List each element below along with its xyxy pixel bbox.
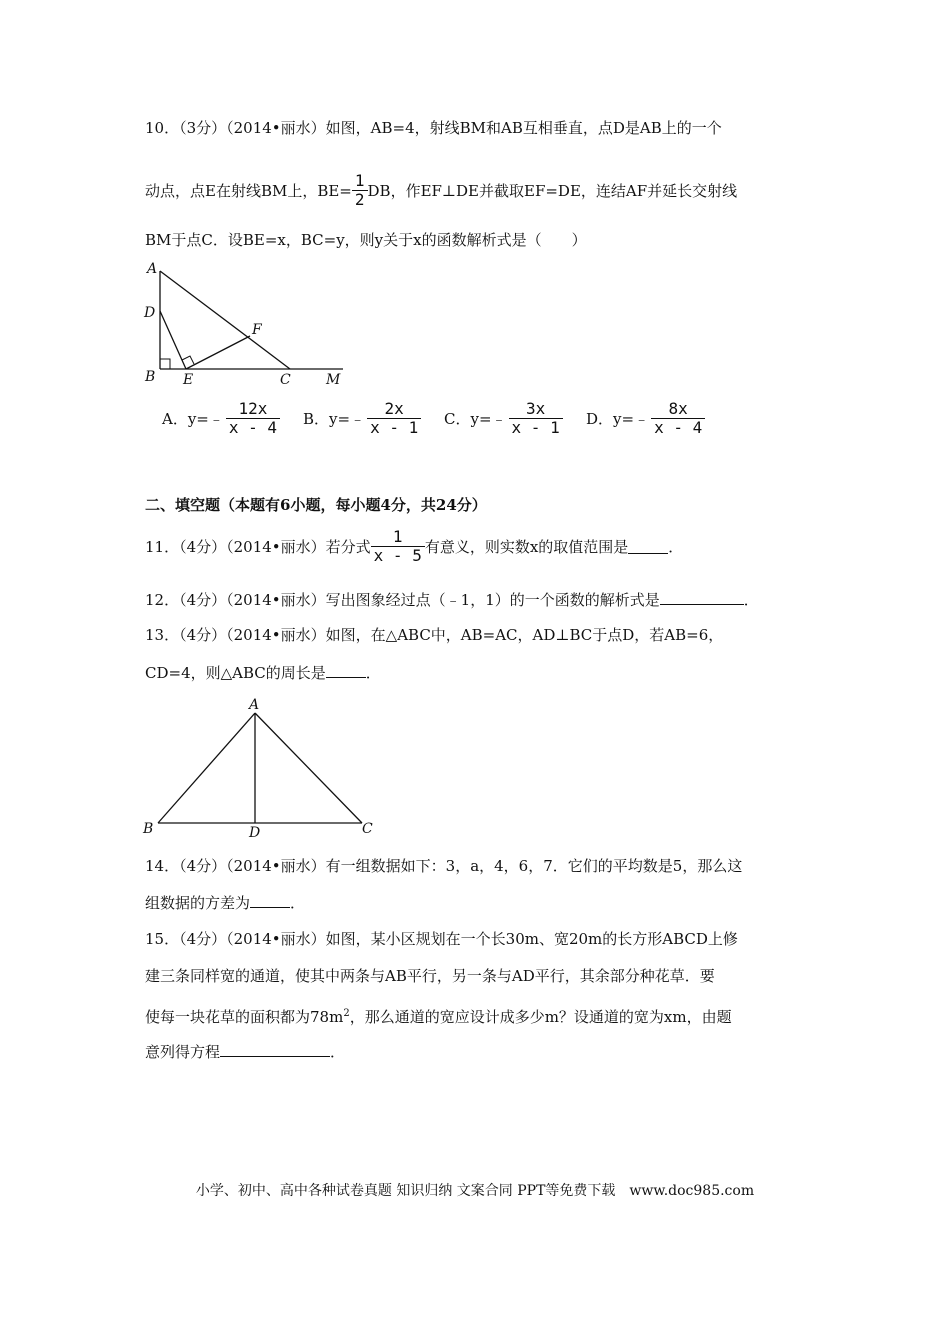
q13-figure (140, 695, 380, 845)
option-fraction (509, 400, 563, 437)
q10-option-c (444, 400, 565, 437)
q13-line-2-c: ． (365, 664, 381, 682)
q10-line-3: BM于点C．设BE=x，BC=y，则y关于x的函数解析式是（ ） (145, 231, 587, 249)
q12-a: 12．（4分）（2014•丽水）写出图象经过点（﹣1，1）的一个函数的解析式是 (145, 591, 660, 609)
fraction-denominator: x - 5 (371, 546, 425, 565)
fraction-denominator: 2 (352, 190, 368, 209)
q15-line-3-a: 使每一块花草的面积都为78m (145, 1008, 344, 1026)
answer-blank[interactable] (220, 1042, 330, 1057)
fraction-numerator: 2x (384, 399, 404, 418)
page-footer: 小学、初中、高中各种试卷真题 知识归纳 文案合同 PPT等免费下载 www.doc985.com (195, 1183, 755, 1199)
fraction-numerator: 12x (238, 399, 268, 418)
q14-line-2-c: ． (290, 894, 306, 912)
q11-fraction (371, 528, 425, 565)
fraction-denominator: x - 1 (509, 418, 563, 437)
option-prefix: A．y=﹣ (162, 410, 224, 428)
segment-de (160, 311, 186, 369)
option-fraction (651, 400, 705, 437)
q10-fraction (352, 172, 368, 209)
label-e: E (183, 372, 194, 388)
right-angle-b (160, 359, 170, 369)
fraction-denominator: x - 4 (226, 418, 280, 437)
superscript: 2 (343, 1008, 350, 1019)
q14-line-1: 14．（4分）（2014•丽水）有一组数据如下：3，a，4，6，7．它们的平均数是5，那么这 (145, 857, 743, 875)
answer-blank[interactable] (660, 590, 744, 605)
q15-line-3 (145, 1004, 732, 1027)
q15-line-1: 15．（4分）（2014•丽水）如图，某小区规划在一个长30m、宽20m的长方形ABCD上修 (145, 930, 738, 948)
fraction-numerator: 1 (392, 527, 403, 546)
label-a: A (147, 261, 158, 277)
q14-line-2 (145, 893, 305, 913)
fraction-numerator: 1 (354, 171, 365, 190)
option-prefix: C．y=﹣ (444, 410, 507, 428)
q15-line-2: 建三条同样宽的通道，使其中两条与AB平行，另一条与AD平行，其余部分种花草．要 (145, 967, 715, 985)
q10-line-2 (145, 172, 737, 209)
q15-line-3-b: ，那么通道的宽应设计成多少m？设通道的宽为xm，由题 (349, 1008, 732, 1026)
q10-option-b (303, 400, 423, 437)
q12-c: ． (743, 591, 759, 609)
q10-line-2-b: DB，作EF⊥DE并截取EF=DE，连结AF并延长交射线 (367, 181, 738, 200)
segment-ef (186, 336, 250, 369)
answer-blank[interactable] (250, 893, 290, 908)
q11 (145, 528, 683, 565)
q10-line-2-a: 动点，点E在射线BM上，BE= (145, 181, 352, 200)
q13-line-2-a: CD=4，则△ABC的周长是 (145, 664, 326, 682)
label-d: D (144, 305, 156, 321)
option-fraction (367, 400, 421, 437)
segment-ab (158, 713, 255, 823)
option-prefix: D．y=﹣ (586, 410, 650, 428)
option-fraction (226, 400, 280, 437)
q10-option-a (162, 400, 282, 437)
segment-ac (255, 713, 362, 823)
q12 (145, 590, 759, 610)
label-f: F (252, 322, 262, 338)
q13-line-2 (145, 663, 381, 683)
label-c: C (362, 821, 373, 837)
label-b: B (145, 369, 156, 385)
label-m: M (326, 372, 341, 388)
label-a: A (249, 697, 260, 713)
q15-line-4-a: 意列得方程 (145, 1043, 221, 1061)
q14-line-2-a: 组数据的方差为 (145, 894, 251, 912)
section-heading: 二、填空题（本题有6小题，每小题4分，共24分） (145, 496, 487, 514)
answer-blank[interactable] (628, 539, 668, 554)
label-c: C (280, 372, 291, 388)
answer-blank[interactable] (326, 663, 366, 678)
q15-line-4-c: ． (330, 1043, 346, 1061)
label-d: D (249, 825, 261, 841)
q10-option-d (586, 400, 707, 437)
q10-figure (140, 258, 350, 388)
q13-line-1: 13．（4分）（2014•丽水）如图，在△ABC中，AB=AC，AD⊥BC于点D，若AB=6， (145, 626, 724, 644)
q11-c: ． (668, 537, 684, 556)
q11-b: 有意义，则实数x的取值范围是 (424, 537, 629, 556)
label-b: B (143, 821, 154, 837)
q10-line-1: 10．（3分）（2014•丽水）如图，AB=4，射线BM和AB互相垂直，点D是AB上的一个 (145, 119, 722, 137)
option-prefix: B．y=﹣ (303, 410, 366, 428)
q15-line-4 (145, 1042, 345, 1062)
q11-a: 11．（4分）（2014•丽水）若分式 (145, 537, 371, 556)
fraction-numerator: 8x (668, 399, 688, 418)
fraction-denominator: x - 1 (367, 418, 421, 437)
fraction-denominator: x - 4 (651, 418, 705, 437)
fraction-numerator: 3x (525, 399, 546, 418)
